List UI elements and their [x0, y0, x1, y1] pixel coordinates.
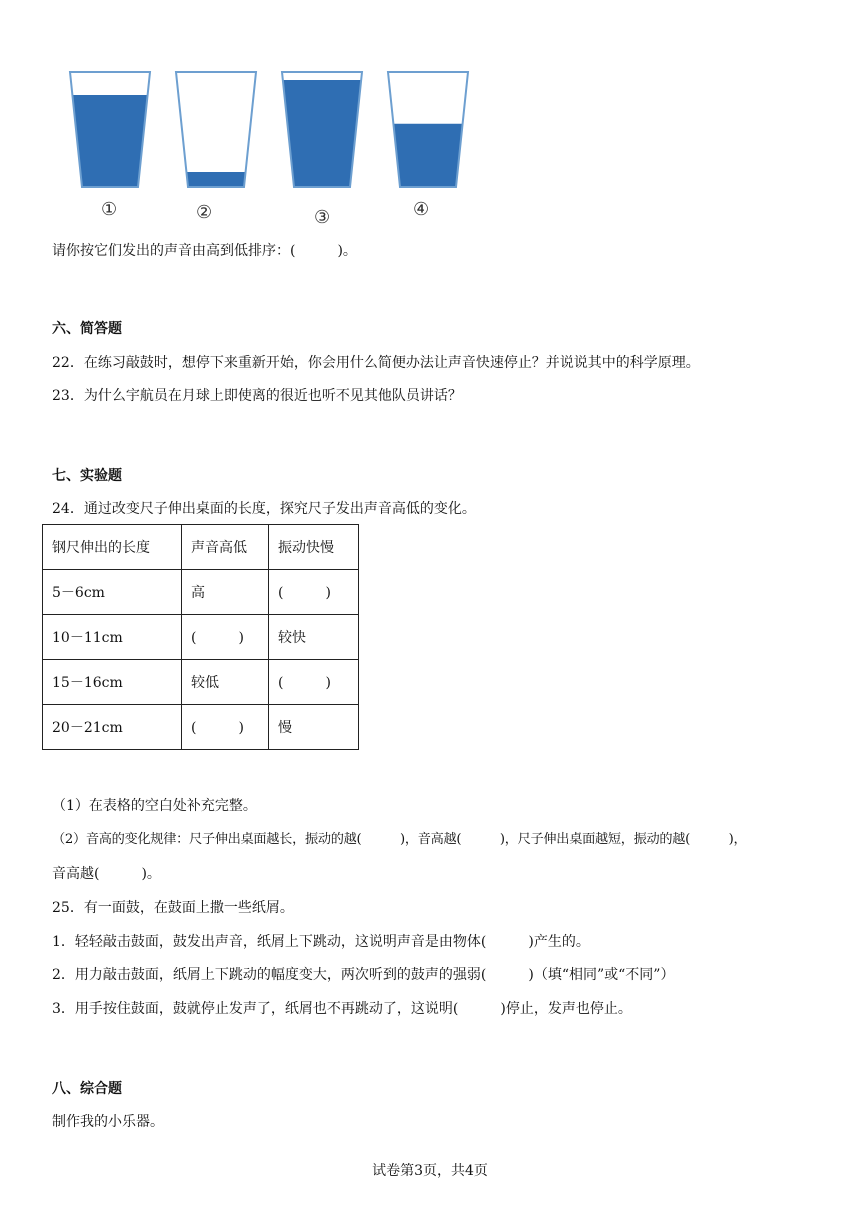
- table-cell: 20－21cm: [43, 705, 182, 750]
- water-fill-4: [393, 124, 462, 187]
- table-header: 声音高低: [182, 525, 269, 570]
- question-25-part-1: 1．轻轻敲击鼓面，鼓发出声音，纸屑上下跳动，这说明声音是由物体( )产生的。: [52, 934, 590, 950]
- cup-label-4: ④: [413, 199, 430, 220]
- cup-label-2: ②: [196, 202, 213, 223]
- table-cell: 较快: [269, 615, 359, 660]
- question-24-part-2-line-1: （2）音高的变化规律：尺子伸出桌面越长，振动的越( )，音高越( )，尺子伸出桌面越短，振动的越( )，: [52, 832, 747, 847]
- table-cell-blank[interactable]: ( ): [182, 705, 269, 750]
- table-cell: 较低: [182, 660, 269, 705]
- water-fill-1: [72, 95, 147, 187]
- water-cups-figure: [60, 62, 500, 232]
- table-cell-blank[interactable]: ( ): [269, 660, 359, 705]
- table-cell: 15－16cm: [43, 660, 182, 705]
- question-25-part-2: 2．用力敲击鼓面，纸屑上下跳动的幅度变大，两次听到的鼓声的强弱( )（填“相同”或“不同”）: [52, 967, 675, 983]
- page-footer: 试卷第3页，共4页: [372, 1163, 488, 1179]
- question-25: 25．有一面鼓，在鼓面上撒一些纸屑。: [52, 900, 294, 916]
- water-fill-2: [186, 172, 245, 187]
- question-23: 23．为什么宇航员在月球上即使离的很近也听不见其他队员讲话？: [52, 388, 462, 404]
- table-row: [43, 570, 359, 615]
- question-21-prompt: 请你按它们发出的声音由高到低排序：( )。: [52, 243, 357, 259]
- question-24-part-2-line-2: 音高越( )。: [52, 866, 161, 882]
- table-cell: 慢: [269, 705, 359, 750]
- section-7-title: 七、实验题: [52, 468, 122, 484]
- table-row: [43, 615, 359, 660]
- table-cell: 5－6cm: [43, 570, 182, 615]
- question-25-part-3: 3．用手按住鼓面，鼓就停止发声了，纸屑也不再跳动了，这说明( )停止，发声也停止。: [52, 1001, 632, 1017]
- table-cell: 10－11cm: [43, 615, 182, 660]
- section-8-title: 八、综合题: [52, 1081, 122, 1097]
- table-header: 振动快慢: [269, 525, 359, 570]
- ruler-experiment-table: [42, 524, 359, 750]
- section-6-title: 六、简答题: [52, 321, 122, 337]
- question-22: 22．在练习敲鼓时，想停下来重新开始，你会用什么简便办法让声音快速停止？并说说其中的科学原理。: [52, 355, 700, 371]
- table-row: [43, 705, 359, 750]
- question-24: 24．通过改变尺子伸出桌面的长度，探究尺子发出声音高低的变化。: [52, 501, 476, 517]
- cup-label-3: ③: [314, 207, 331, 228]
- water-fill-3: [283, 80, 361, 187]
- cup-outline-2: [176, 72, 256, 187]
- table-header: 钢尺伸出的长度: [43, 525, 182, 570]
- table-row: [43, 660, 359, 705]
- section-8-intro: 制作我的小乐器。: [52, 1114, 164, 1130]
- table-header-row: [43, 525, 359, 570]
- question-24-part-1: （1）在表格的空白处补充完整。: [52, 798, 257, 814]
- cup-label-1: ①: [101, 199, 118, 220]
- table-cell-blank[interactable]: ( ): [269, 570, 359, 615]
- table-cell-blank[interactable]: ( ): [182, 615, 269, 660]
- table-cell: 高: [182, 570, 269, 615]
